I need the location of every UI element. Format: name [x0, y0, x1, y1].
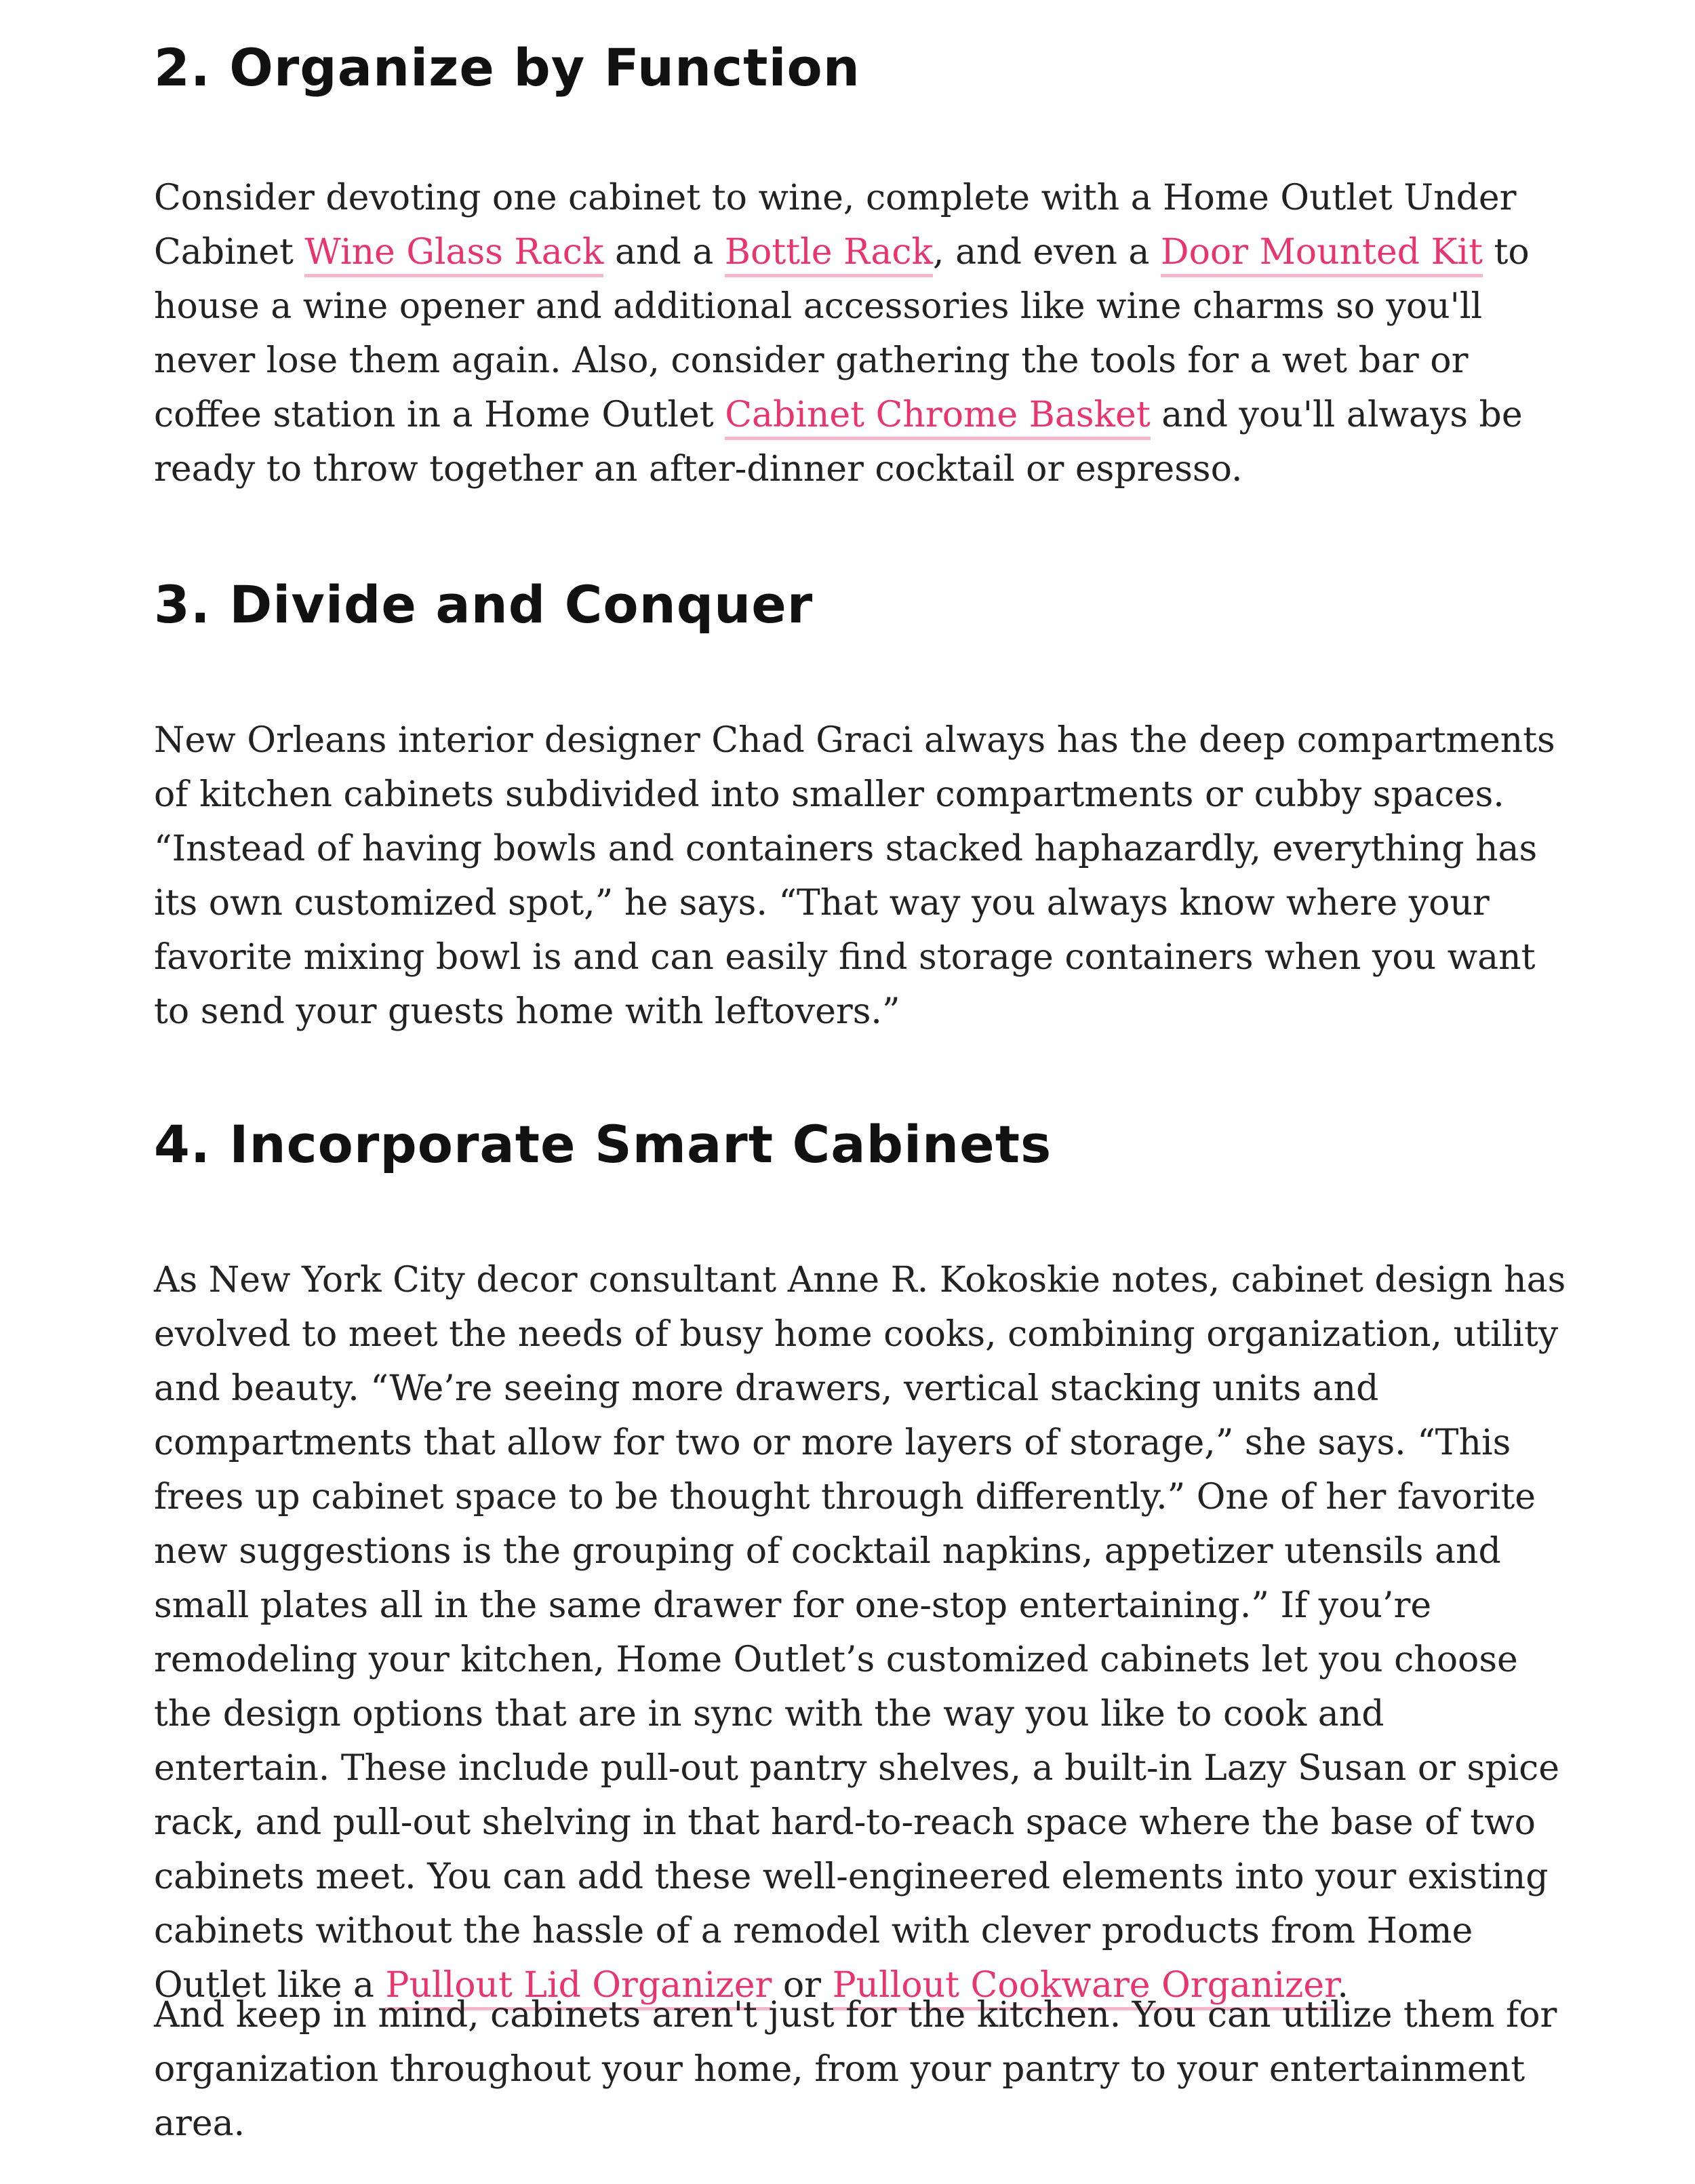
- heading-organize-by-function: 2. Organize by Function: [154, 37, 860, 98]
- paragraph-incorporate-smart-cabinets: [154, 1253, 1571, 2012]
- text-run: As New York City decor consultant Anne R. Kokoskie notes, cabinet design has evolved to meet the needs of busy home cooks, combining organization, utility and beauty. “We’re seeing more drawers, vertical stacking units and compartments that allow for two or more layers of storage,” she says. “This frees up cabinet space to be thought through differently.” One of her favorite new suggestions is the grouping of cocktail napkins, appetizer utensils and small plates all in the same drawer for one-stop entertaining.” If you’re remodeling your kitchen, Home Outlet’s customized cabinets let you choose the design options that are in sync with the way you like to cook and entertain. These include pull-out pantry shelves, a built-in Lazy Susan or spice rack, and pull-out shelving in that hard-to-reach space where the base of two cabinets meet. You can add these well-engineered elements into your existing cabinets without the hassle of a remodel with clever products from Home Outlet like a: [154, 1260, 1566, 2006]
- wine-glass-rack-link[interactable]: Wine Glass Rack: [304, 232, 603, 277]
- text-run: or: [772, 1965, 833, 2006]
- text-run: , and even a: [933, 232, 1161, 273]
- text-run: to house a wine opener and additional accessories like wine charms so you'll never lose them again. Also, consider gathering the tools for a wet bar or coffee station in a Home Outlet: [154, 232, 1530, 435]
- bottle-rack-link[interactable]: Bottle Rack: [725, 232, 933, 277]
- closing-paragraph: And keep in mind, cabinets aren't just for the kitchen. You can utilize them for organization throughout your home, from your pantry to your entertainment area.: [154, 1995, 1557, 2144]
- text-run: and you'll always be ready to throw together an after-dinner cocktail or espresso.: [154, 395, 1523, 490]
- cabinet-chrome-basket-link[interactable]: Cabinet Chrome Basket: [725, 395, 1151, 440]
- pullout-cookware-organizer-link[interactable]: Pullout Cookware Organizer: [833, 1965, 1338, 2010]
- paragraph-divide-and-conquer: New Orleans interior designer Chad Graci always has the deep compartments of kitchen cabinets subdivided into smaller compartments or cubby spaces. “Instead of having bowls and containers stacked haphazardly, everything has its own customized spot,” he says. “That way you always know where your favorite mixing bowl is and can easily find storage containers when you want to send your guests home with leftovers.”: [154, 720, 1555, 1032]
- text-run: .: [1337, 1965, 1349, 2006]
- heading-incorporate-smart-cabinets: 4. Incorporate Smart Cabinets: [154, 1114, 1052, 1174]
- pullout-lid-organizer-link[interactable]: Pullout Lid Organizer: [385, 1965, 772, 2010]
- text-run: Consider devoting one cabinet to wine, complete with a Home Outlet Under Cabinet: [154, 178, 1517, 273]
- paragraph-organize-by-function: [154, 171, 1571, 496]
- door-mounted-kit-link[interactable]: Door Mounted Kit: [1161, 232, 1483, 277]
- text-run: and a: [603, 232, 725, 273]
- heading-divide-and-conquer: 3. Divide and Conquer: [154, 574, 814, 635]
